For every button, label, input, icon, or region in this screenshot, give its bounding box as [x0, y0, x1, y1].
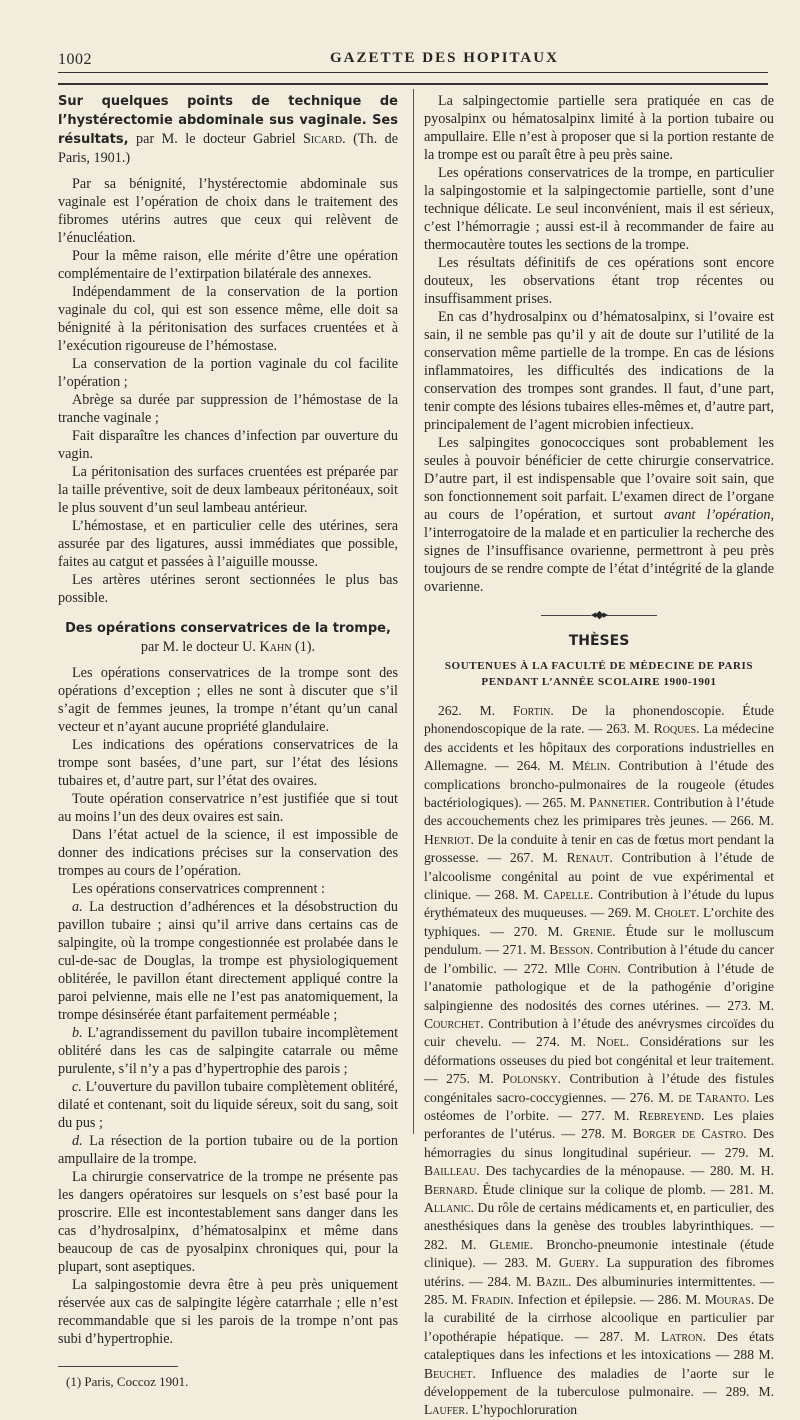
thesis-number: 279. M.: [724, 1144, 774, 1160]
thesis-author: Glemie: [489, 1236, 530, 1252]
article-1-paragraph: Les artères utérines seront sectionnées le plus bas possible.: [58, 572, 398, 606]
thesis-number: 265. M.: [542, 795, 590, 811]
list-item-letter: c.: [72, 1079, 82, 1095]
article-2-paragraph: Les indications des opérations conservatrices de la trompe sont basées, d’une part, sur l’état des lésions tubaires et, d’autre part, sur l’état des ovaires.: [58, 737, 398, 789]
article-2-continued-paragraph: Les opérations conservatrices de la trompe, en particulier la salpingostomie et la salpingectomie partielle, sont d’une technique délicate. Le seul inconvénient, mais il est sérieux, c’est l’hémorragie ; aussi est-il à recommander de faire au thermocautère toutes les sections de la trompe.: [424, 165, 774, 253]
thesis-title: . De la curabilité de la cirrhose alcoolique en particulier par l’opothérapie hépatique. —: [424, 1292, 774, 1344]
thesis-title: . La médecine des accidents et les hôpitaux des corporations industrielles en Allemagne. —: [424, 721, 774, 774]
thesis-author: Grenie: [572, 923, 613, 939]
thesis-title: . Des tachycardies de la ménopause. —: [476, 1163, 710, 1179]
article-2-paragraph: Les opérations conservatrices comprennent :: [72, 881, 325, 897]
thesis-title: . Contribution à l’étude des complications broncho-pulmonaires de la rougeole (études bactériologiques). —: [424, 758, 774, 811]
article-1-byline-pre: par M. le docteur Gabriel: [136, 131, 296, 147]
thesis-number: 278. M.: [581, 1126, 633, 1142]
thesis-number: 269. M.: [607, 905, 655, 921]
article-2-byline-pre: par M. le docteur U.: [140, 639, 256, 655]
article-1-title: Sur quelques points de technique de l’hystérectomie abdominale sus vaginale. Ses résultats,: [58, 94, 398, 147]
thesis-number: 289. M.: [725, 1384, 774, 1400]
thesis-author: Bazil: [536, 1273, 568, 1289]
thesis-title: . La suppuration des fibromes utérins. —: [424, 1255, 775, 1289]
thesis-author: Mouras: [704, 1292, 751, 1307]
thesis-number: 277. M.: [581, 1107, 639, 1123]
thesis-title: . Contribution à l’étude des accouchements chez les primipares très jeunes. —: [424, 795, 775, 829]
thesis-author: Cohn: [586, 960, 618, 976]
thesis-author: Fradin: [471, 1292, 511, 1307]
theses-subheading: SOUTENUES À LA FACULTÉ DE MÉDECINE DE PARIS: [444, 660, 754, 672]
thesis-author: Borger de Castro: [632, 1126, 744, 1142]
article-2-continued-paragraph: [424, 434, 774, 596]
article-2-continued-paragraph: La salpingectomie partielle sera pratiquée en cas de pyosalpinx ou hématosalpinx limité à la portion tubaire ou ampullaire. Elle n’est à proposer que si la portion restante de la trompe est ou paraît être à peu près saine.: [424, 93, 774, 163]
page-number: 1002: [58, 51, 92, 68]
article-2-byline-post: (1).: [294, 639, 316, 655]
thesis-entry: [424, 1292, 658, 1307]
list-item-text: La résection de la portion tubaire ou de la portion ampullaire de la trompe.: [58, 1133, 398, 1167]
article-1-paragraph: Abrège sa durée par suppression de l’hémostase de la tranche vaginale ;: [58, 392, 398, 426]
thesis-number: 264. M.: [516, 758, 573, 774]
article-2-paragraph: Les opérations conservatrices de la trompe sont des opérations d’exception ; elles ne sont à discuter que s’il s’agit de femmes jeunes, la trompe n’étant qu’un canal vecteur et n’ayant aucune propriété glandulaire.: [58, 665, 398, 735]
list-item: [58, 1078, 398, 1132]
thesis-author: Besson: [549, 942, 591, 958]
thesis-number: 275. M.: [446, 1071, 503, 1087]
article-2-paragraph: La chirurgie conservatrice de la trompe ne présente pas les dangers opératoires sur lesquels on s’est basé pour la proscrire. Elle est incontestablement sans danger dans les cas d’hydrosalpinx, d’hématosalpinx et même dans beaucoup de cas de pyosalpinx chroniques qui, pour la plupart, sont aseptiques.: [58, 1169, 398, 1275]
footnote-rule: [58, 1366, 178, 1367]
left-column: [58, 92, 398, 1391]
thesis-title: . Contribution à l’étude du cancer de l’ombilic. —: [424, 942, 774, 976]
theses-heading: THÈSES: [568, 633, 630, 649]
paragraph-text: Les salpingites gonococciques sont probablement les seules à pouvoir bénéficier de cette chirurgie conservatrice. D’autre part, il est indispensable que l’ovaire soit sain, que son fonctionnement soit parfait. L’examen direct de l’organe au cours de l’opération, et surtout: [424, 435, 774, 523]
list-item: [58, 1024, 398, 1078]
thesis-number: 282. M.: [424, 1236, 490, 1252]
running-title: GAZETTE DES HOPITAUX: [330, 50, 559, 66]
article-2-paragraph: La salpingostomie devra être à peu près uniquement réservée aux cas de salpingite légère catarrhale ; elle n’est recommandable que si les parois de la trompe n’ont pas subi d’hypertrophie.: [58, 1277, 398, 1347]
list-item-letter: b.: [72, 1025, 83, 1041]
article-2-title: Des opérations conservatrices de la trompe,: [65, 621, 391, 636]
thesis-number: 284. M.: [487, 1273, 537, 1289]
header-rule-double: [58, 83, 768, 85]
thesis-number: 285. M.: [424, 1292, 472, 1307]
thesis-number: 280. M. H.: [709, 1163, 774, 1179]
thesis-number: 266. M.: [730, 813, 774, 829]
thesis-title: . Du rôle de certains médicaments et, en particulier, des anesthésiques dans la genèse des troubles labyrinthiques. —: [424, 1199, 774, 1234]
article-1-heading: [58, 92, 398, 167]
thesis-number: 272. Mlle: [523, 960, 587, 976]
thesis-author: Laufer: [424, 1402, 466, 1418]
thesis-title: . Des états cataleptiques dans les infections et les intoxications —: [424, 1328, 775, 1363]
theses-subheading-year: PENDANT L’ANNÉE SCOLAIRE 1900-1901: [481, 676, 717, 688]
thesis-author: Roques: [653, 721, 697, 737]
theses-list: [424, 702, 774, 1420]
list-item-text: La destruction d’adhérences et la désobstruction du pavillon tubaire ; ainsi qu’il arrive dans certains cas de salpingite, où la trompe congestionnée est prolabée dans le cul-de-sac de Douglas, la trompe est physiologiquement oblitérée, le pavillon étant directement appliqué contre la paroi pelvienne, mais elle ne l’est pas anatomiquement, la trompe désinsérée étant parfaitement perméable ;: [58, 899, 399, 1023]
thesis-title: . Étude clinique sur la colique de plomb. —: [474, 1181, 730, 1197]
list-item-letter: d.: [72, 1133, 83, 1149]
thesis-number: 286. M.: [657, 1292, 705, 1307]
list-item-text: L’agrandissement du pavillon tubaire incomplètement oblitéré dans les cas de salpingite catarrale ou même purulente, s’il n’y a pas d’hypertrophie des parois ;: [58, 1025, 399, 1077]
thesis-author: Cholet: [654, 905, 697, 921]
thesis-title: . De la conduite à tenir en cas de fœtus mort pendant la grossesse. —: [424, 831, 774, 866]
thesis-author: Mélin: [572, 758, 607, 774]
article-1-paragraph: La péritonisation des surfaces cruentées est préparée par la taille préventive, soit de deux lambeaux péritonéaux, soit le plus souvent d’un seul lambeau antérieur.: [58, 464, 398, 516]
thesis-number: 270. M.: [513, 923, 573, 939]
thesis-title: . Contribution à l’étude de l’anatomie pathologique et de la pathogénie d’origine salpingienne des nodosités des cornes utérines. —: [424, 960, 774, 1013]
thesis-number: 288 M.: [733, 1347, 775, 1363]
thesis-number: 267. M.: [509, 850, 567, 866]
article-2-heading: [58, 619, 398, 656]
article-1-paragraph: L’hémostase, et en particulier celle des utérines, sera assurée par des ligatures, aussi immédiates que possible, faites au catgut et passées à l’aiguille mousse.: [58, 518, 398, 570]
thesis-title: . Considérations sur les déformations osseuses du pied bot congénital et leur traitement. —: [424, 1034, 774, 1087]
thesis-number: 273. M.: [727, 997, 774, 1013]
right-column: [424, 92, 774, 1420]
thesis-title: . Les plaies perforantes de l’utérus. —: [424, 1107, 774, 1142]
article-1-author: Sicard: [303, 131, 343, 147]
thesis-author: Courchet: [424, 1015, 481, 1031]
thesis-author: Henriot: [424, 831, 471, 847]
article-2-continued-paragraph: En cas d’hydrosalpinx ou d’hématosalpinx, si l’ovaire est sain, il ne semble pas qu’il y ait de doute sur l’utilité de la conservation même partielle de la trompe. En cas de lésions inflammatoires, les difficultés des indications de la conservation des trompes sont grandes. Il faut, d’une part, tenir compte des lésions tubaires elles-mêmes et, d’autre part, principalement de l’agent microbien infectieux.: [424, 309, 774, 433]
thesis-title: . Étude sur le molluscum pendulum. —: [424, 923, 774, 958]
article-1-paragraph: Fait disparaître les chances d’infection par ouverture du vagin.: [58, 428, 398, 462]
thesis-title: . Des hémorragies du sinus longitudinal supérieur. —: [424, 1126, 774, 1160]
article-1-paragraph: La conservation de la portion vaginale du col facilite l’opération ;: [58, 356, 398, 390]
list-item: [58, 898, 398, 1024]
thesis-entry: [487, 1274, 774, 1289]
thesis-title: . Broncho-pneumonie intestinale (étude clinique). —: [424, 1236, 774, 1271]
article-2-paragraph: Dans l’état actuel de la science, il est impossible de donner des indications précises sur la conservation des trompes au cours de l’opération.: [58, 827, 398, 879]
article-1-paragraph: Indépendamment de la conservation de la portion vaginale du col, qui est son essence même, elle doit sa bénignité à la péritonisation des surfaces cruentées et à l’exécution rigoureuse de l’hémostase.: [58, 284, 398, 354]
italic-phrase: avant l’opération: [663, 507, 771, 523]
article-2-paragraph: Toute opération conservatrice n’est justifiée que si tout au moins l’un des deux ovaires est sain.: [58, 791, 398, 825]
thesis-author: Noel: [596, 1034, 626, 1050]
header-rule: [58, 72, 768, 73]
list-item-letter: a.: [72, 899, 83, 915]
thesis-author: Capelle: [543, 887, 590, 903]
thesis-author: Polonsky: [502, 1071, 558, 1087]
thesis-author: Beuchet: [424, 1365, 473, 1381]
thesis-author: Bailleau: [424, 1163, 477, 1179]
thesis-number: 268. M.: [494, 887, 544, 903]
thesis-author: Renaut: [566, 850, 610, 866]
article-1-byline-post: . (Th. de Paris, 1901.): [58, 131, 398, 166]
thesis-author: Allanic: [424, 1199, 471, 1215]
thesis-author: Guery: [558, 1255, 596, 1271]
thesis-author: Bernard: [424, 1181, 475, 1197]
thesis-title: . De la phonendoscopie. Étude phonendoscopique de la rate. —: [424, 703, 774, 737]
list-item: [58, 1132, 398, 1168]
thesis-title: . Influence des maladies de l’aorte sur le développement de la tuberculose pulmonaire. —: [424, 1365, 774, 1400]
thesis-author: Latron: [660, 1328, 703, 1344]
thesis-title: . L’orchite des typhiques. —: [424, 905, 775, 939]
article-2-continued-paragraph: Les résultats définitifs de ces opérations sont encore douteux, les observations étant trop récentes ou insuffisamment prises.: [424, 255, 774, 307]
thesis-number: 287. M.: [599, 1328, 661, 1344]
thesis-title: . L’hypochloruration: [465, 1402, 578, 1418]
thesis-number: 263. M.: [606, 721, 654, 737]
column-divider: [413, 89, 414, 1134]
footnote: (1) Paris, Coccoz 1901.: [66, 1374, 189, 1389]
thesis-title: . Les ostéomes de l’orbite. —: [424, 1089, 774, 1123]
thesis-title: . Contribution à l’étude du lupus érythémateux des muqueuses. —: [424, 887, 775, 921]
thesis-author: Pannetier: [589, 795, 647, 811]
thesis-author: de Taranto: [678, 1089, 747, 1105]
list-item-text: L’ouverture du pavillon tubaire complètement oblitéré, dilaté et contenant, soit du liquide séreux, soit du sang, soit du pus ;: [58, 1079, 398, 1131]
article-1-paragraph: Pour la même raison, elle mérite d’être une opération complémentaire de l’extirpation bilatérale des annexes.: [58, 248, 398, 282]
thesis-author: Rebreyend: [638, 1107, 701, 1123]
article-2-author: Kahn: [259, 639, 292, 655]
thesis-number: 283. M.: [504, 1255, 559, 1271]
thesis-number: 271. M.: [502, 942, 550, 958]
thesis-author: Fortin: [512, 703, 551, 718]
thesis-title: . Contribution à l’étude de l’alcoolisme congénital au point de vue expérimental et clinique. —: [424, 850, 774, 903]
thesis-number: 262. M.: [438, 703, 513, 718]
article-1-paragraph: Par sa bénignité, l’hystérectomie abdominale sus vaginale est l’opération de choix dans le traitement des fibromes utérins autres que ceux qui relèvent de l’énucléation.: [58, 176, 398, 246]
thesis-number: 276. M.: [629, 1089, 679, 1105]
thesis-number: 281. M.: [729, 1181, 774, 1197]
thesis-title: . Infection et épilepsie. —: [510, 1292, 658, 1307]
paragraph-tail: , l’interrogatoire de la malade et en particulier la recherche des signes de l’insuffisance ovarienne, permettront à peu près toujours de se rendre compte de l’état d’intégrité de la glande ovarienne.: [424, 507, 775, 595]
thesis-number: 274. M.: [536, 1034, 597, 1050]
thesis-title: . Contribution à l’étude des fistules congénitales sacro-coccygiennes. —: [424, 1071, 774, 1105]
thesis-title: . Contribution à l’étude des anévrysmes circoïdes du cuir chevelu. —: [424, 1015, 774, 1050]
thesis-title: . Des albuminuries intermittentes. —: [567, 1273, 774, 1289]
section-ornament: ◂◆▸: [424, 606, 774, 624]
